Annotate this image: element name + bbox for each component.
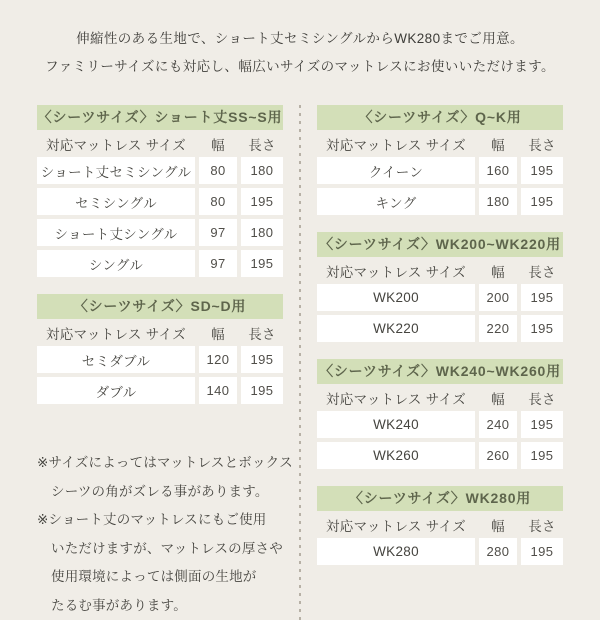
- mattress-name-cell: WK240: [317, 411, 475, 438]
- table-row: [37, 157, 283, 184]
- col-header-width: 幅: [199, 323, 237, 343]
- width-value-cell: 180: [479, 188, 517, 215]
- table-row: [317, 284, 563, 311]
- width-value-cell: 120: [199, 346, 237, 373]
- table-column-headers: [317, 130, 563, 157]
- intro-line-2: ファミリーサイズにも対応し、幅広いサイズのマットレスにお使いいただけます。: [0, 53, 600, 81]
- length-value-cell: 195: [241, 188, 283, 215]
- mattress-name-cell: セミダブル: [37, 346, 195, 373]
- width-value-cell: 160: [479, 157, 517, 184]
- col-header-width: 幅: [479, 134, 517, 154]
- length-value-cell: 195: [521, 157, 563, 184]
- size-table: [37, 105, 283, 277]
- col-header-length: 長さ: [241, 323, 283, 343]
- table-column-headers: [37, 130, 283, 157]
- length-value-cell: 195: [521, 315, 563, 342]
- mattress-name-cell: WK260: [317, 442, 475, 469]
- table-row: [317, 538, 563, 565]
- mattress-name-cell: キング: [317, 188, 475, 215]
- note-line: たるむ事があります。: [37, 592, 283, 620]
- mattress-name-cell: ダブル: [37, 377, 195, 404]
- table-row: [37, 346, 283, 373]
- col-header-mattress-size: 対応マットレス サイズ: [37, 134, 195, 154]
- width-value-cell: 140: [199, 377, 237, 404]
- width-value-cell: 80: [199, 188, 237, 215]
- table-row: [37, 219, 283, 246]
- length-value-cell: 195: [241, 346, 283, 373]
- col-header-width: 幅: [479, 388, 517, 408]
- length-value-cell: 195: [521, 284, 563, 311]
- table-column-headers: [317, 511, 563, 538]
- length-value-cell: 195: [241, 377, 283, 404]
- table-row: [317, 411, 563, 438]
- table-title: 〈シーツサイズ〉WK240~WK260用: [317, 359, 563, 384]
- width-value-cell: 220: [479, 315, 517, 342]
- length-value-cell: 195: [241, 250, 283, 277]
- mattress-name-cell: シングル: [37, 250, 195, 277]
- col-header-width: 幅: [479, 515, 517, 535]
- size-table: [317, 486, 563, 565]
- width-value-cell: 80: [199, 157, 237, 184]
- width-value-cell: 97: [199, 219, 237, 246]
- length-value-cell: 195: [521, 538, 563, 565]
- length-value-cell: 195: [521, 442, 563, 469]
- column-right: [317, 105, 563, 620]
- col-header-length: 長さ: [521, 515, 563, 535]
- note-line: ※サイズによってはマットレスとボックス: [37, 449, 283, 478]
- col-header-mattress-size: 対応マットレス サイズ: [317, 261, 475, 281]
- table-row: [37, 377, 283, 404]
- col-header-length: 長さ: [521, 388, 563, 408]
- table-row: [317, 442, 563, 469]
- col-header-width: 幅: [199, 134, 237, 154]
- table-title: 〈シーツサイズ〉Q~K用: [317, 105, 563, 130]
- col-header-mattress-size: 対応マットレス サイズ: [317, 134, 475, 154]
- intro-text: [0, 0, 600, 81]
- size-table: [317, 359, 563, 469]
- width-value-cell: 200: [479, 284, 517, 311]
- table-row: [37, 188, 283, 215]
- mattress-name-cell: ショート丈シングル: [37, 219, 195, 246]
- table-columns: [0, 105, 600, 620]
- col-header-mattress-size: 対応マットレス サイズ: [317, 388, 475, 408]
- width-value-cell: 280: [479, 538, 517, 565]
- size-table: [317, 232, 563, 342]
- table-row: [317, 157, 563, 184]
- col-header-length: 長さ: [521, 261, 563, 281]
- length-value-cell: 195: [521, 411, 563, 438]
- note-line: シーツの角がズレる事があります。: [37, 478, 283, 507]
- size-table: [317, 105, 563, 215]
- note-line: 使用環境によっては側面の生地が: [37, 563, 283, 592]
- table-row: [37, 250, 283, 277]
- mattress-name-cell: WK220: [317, 315, 475, 342]
- right-tables: [317, 105, 563, 582]
- column-left: [37, 105, 283, 620]
- table-title: 〈シーツサイズ〉WK280用: [317, 486, 563, 511]
- left-tables: [37, 105, 283, 421]
- length-value-cell: 180: [241, 157, 283, 184]
- col-header-mattress-size: 対応マットレス サイズ: [37, 323, 195, 343]
- width-value-cell: 240: [479, 411, 517, 438]
- mattress-name-cell: WK200: [317, 284, 475, 311]
- table-row: [317, 315, 563, 342]
- width-value-cell: 260: [479, 442, 517, 469]
- notes: [37, 449, 283, 620]
- mattress-name-cell: クイーン: [317, 157, 475, 184]
- width-value-cell: 97: [199, 250, 237, 277]
- mattress-name-cell: WK280: [317, 538, 475, 565]
- length-value-cell: 180: [241, 219, 283, 246]
- mattress-name-cell: ショート丈セミシングル: [37, 157, 195, 184]
- size-table: [37, 294, 283, 404]
- table-column-headers: [37, 319, 283, 346]
- dotted-column-divider: [299, 105, 301, 620]
- col-header-length: 長さ: [241, 134, 283, 154]
- col-header-length: 長さ: [521, 134, 563, 154]
- table-title: 〈シーツサイズ〉ショート丈SS~S用: [37, 105, 283, 130]
- intro-line-1: 伸縮性のある生地で、ショート丈セミシングルからWK280までご用意。: [0, 25, 600, 53]
- table-title: 〈シーツサイズ〉WK200~WK220用: [317, 232, 563, 257]
- table-column-headers: [317, 257, 563, 284]
- mattress-name-cell: セミシングル: [37, 188, 195, 215]
- table-row: [317, 188, 563, 215]
- note-2: [37, 506, 283, 620]
- note-1: [37, 449, 283, 506]
- col-header-width: 幅: [479, 261, 517, 281]
- note-line: ※ショート丈のマットレスにもご使用: [37, 506, 283, 535]
- length-value-cell: 195: [521, 188, 563, 215]
- table-column-headers: [317, 384, 563, 411]
- table-title: 〈シーツサイズ〉SD~D用: [37, 294, 283, 319]
- col-header-mattress-size: 対応マットレス サイズ: [317, 515, 475, 535]
- note-line: いただけますが、マットレスの厚さや: [37, 535, 283, 564]
